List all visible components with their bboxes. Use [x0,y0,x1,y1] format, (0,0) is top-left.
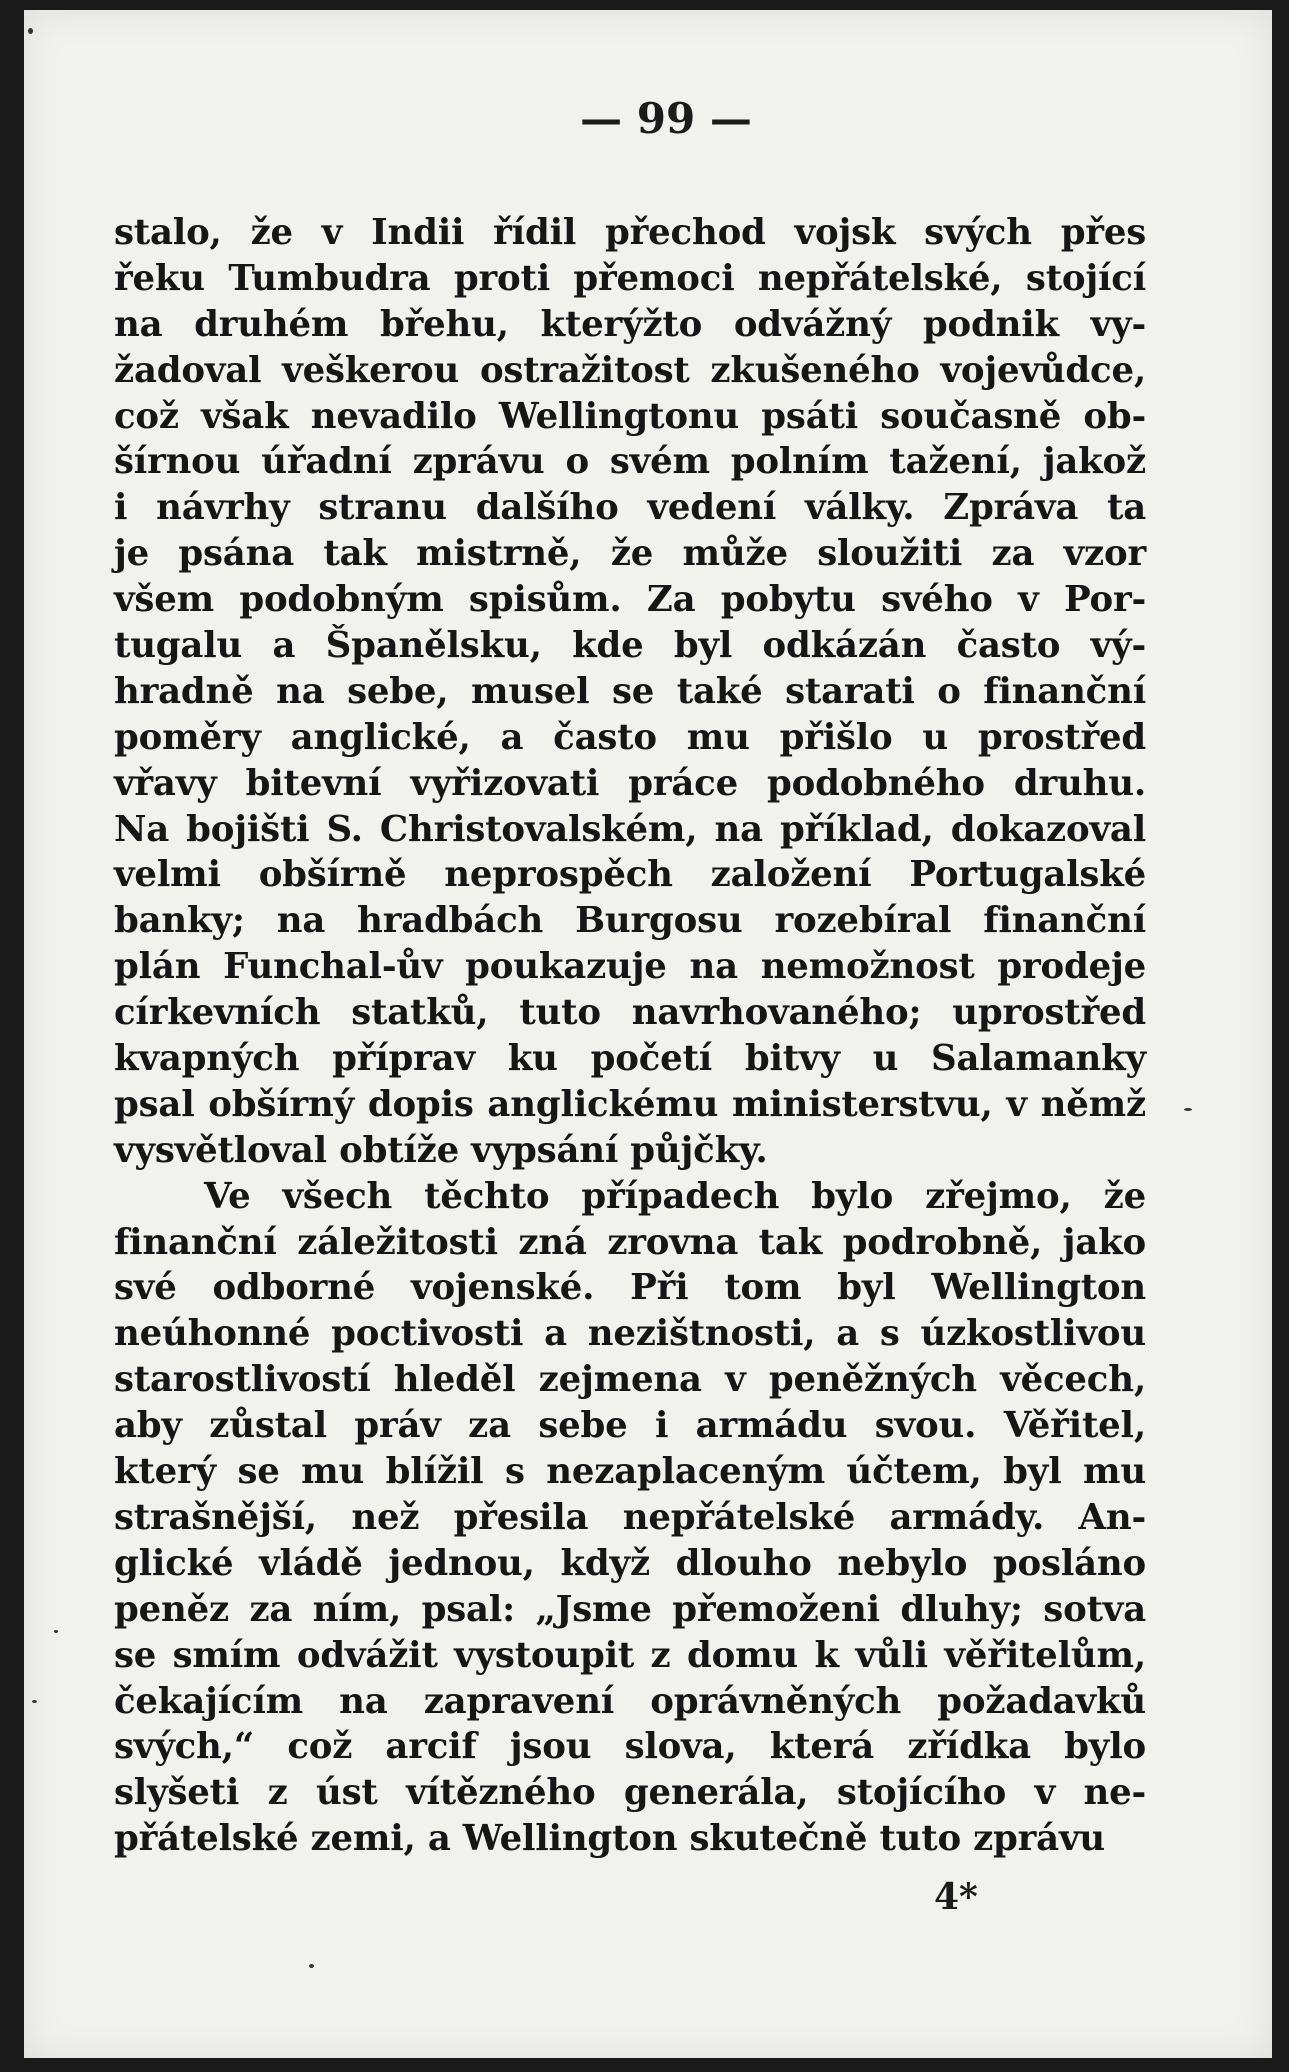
text-line: což však nevadilo Wellingtonu psáti současně ob- [114,395,1146,437]
text-line: šírnou úřadní zprávu o svém polním tažení, jakož [114,441,1146,483]
text-line: Na bojišti S. Christovalském, na příklad, dokazoval [114,808,1146,850]
text-line: finanční záležitosti zná zrovna tak podrobně, jako [114,1221,1146,1263]
text-line: vysvětloval obtíže vypsání půjčky. [114,1129,768,1171]
text-line: vřavy bitevní vyřizovati práce podobného druhu. [114,762,1146,804]
text-line: tugalu a Španělsku, kde byl odkázán často vý- [114,625,1146,667]
page-number: — 99 — [580,94,752,143]
print-speck [28,28,33,34]
text-line: psal obšírný dopis anglickému ministerstvu, v němž [114,1083,1146,1125]
text-line: na druhém břehu, kterýžto odvážný podnik vy- [114,303,1146,345]
text-line: řeku Tumbudra proti přemoci nepřátelské, stojící [114,257,1146,299]
text-line: aby zůstal práv za sebe i armádu svou. Věřitel, [114,1405,1146,1447]
text-line: žadoval veškerou ostražitost zkušeného vojevůdce, [114,349,1146,391]
text-line: glické vládě jednou, když dlouho nebylo posláno [114,1542,1146,1584]
text-line: který se mu blížil s nezaplaceným účtem, byl mu [114,1451,1146,1493]
print-speck [32,1700,37,1703]
body-text [114,210,1146,1862]
text-line: poměry anglické, a často mu přišlo u prostřed [114,716,1146,758]
book-page [24,10,1272,2058]
print-speck [1184,1108,1192,1111]
text-line: své odborné vojenské. Při tom byl Wellington [114,1267,1146,1309]
text-line: peněz za ním, psal: „Jsme přemoženi dluhy; sotva [114,1588,1146,1630]
text-line: neúhonné poctivosti a nezištnosti, a s úzkostlivou [114,1313,1146,1355]
text-line: je psána tak mistrně, že může sloužiti za vzor [114,533,1146,575]
text-line: slyšeti z úst vítězného generála, stojícího v ne- [114,1772,1146,1814]
text-line: strašnější, než přesila nepřátelské armády. An- [114,1496,1146,1538]
text-line: banky; na hradbách Burgosu rozebíral finanční [114,900,1146,942]
text-line: přátelské zemi, a Wellington skutečně tuto zprávu [114,1818,1106,1860]
print-speck [309,1964,314,1968]
text-line: čekajícím na zapravení oprávněných požadavků [114,1680,1146,1722]
text-line: Ve všech těchto případech bylo zřejmo, že [204,1175,1146,1217]
text-line: plán Funchal-ův poukazuje na nemožnost prodeje [114,946,1146,988]
text-line: všem podobným spisům. Za pobytu svého v Por- [114,579,1146,621]
text-line: stalo, že v Indii řídil přechod vojsk svých přes [114,212,1146,253]
text-line: se smím odvážit vystoupit z domu k vůli věřitelům, [114,1634,1146,1676]
signature-mark: 4* [934,1876,978,1918]
text-line: starostlivostí hleděl zejmena v peněžných věcech, [114,1359,1146,1401]
print-speck [54,1630,58,1633]
text-line: velmi obšírně neprospěch založení Portugalské [114,854,1146,896]
text-line: hradně na sebe, musel se také starati o finanční [114,670,1146,712]
text-line: i návrhy stranu dalšího vedení války. Zpráva ta [114,487,1146,529]
text-line: svých,“ což arcif jsou slova, která zřídka bylo [114,1726,1146,1768]
text-line: kvapných příprav ku početí bitvy u Salamanky [114,1038,1146,1080]
text-line: církevních statků, tuto navrhovaného; uprostřed [114,992,1146,1034]
